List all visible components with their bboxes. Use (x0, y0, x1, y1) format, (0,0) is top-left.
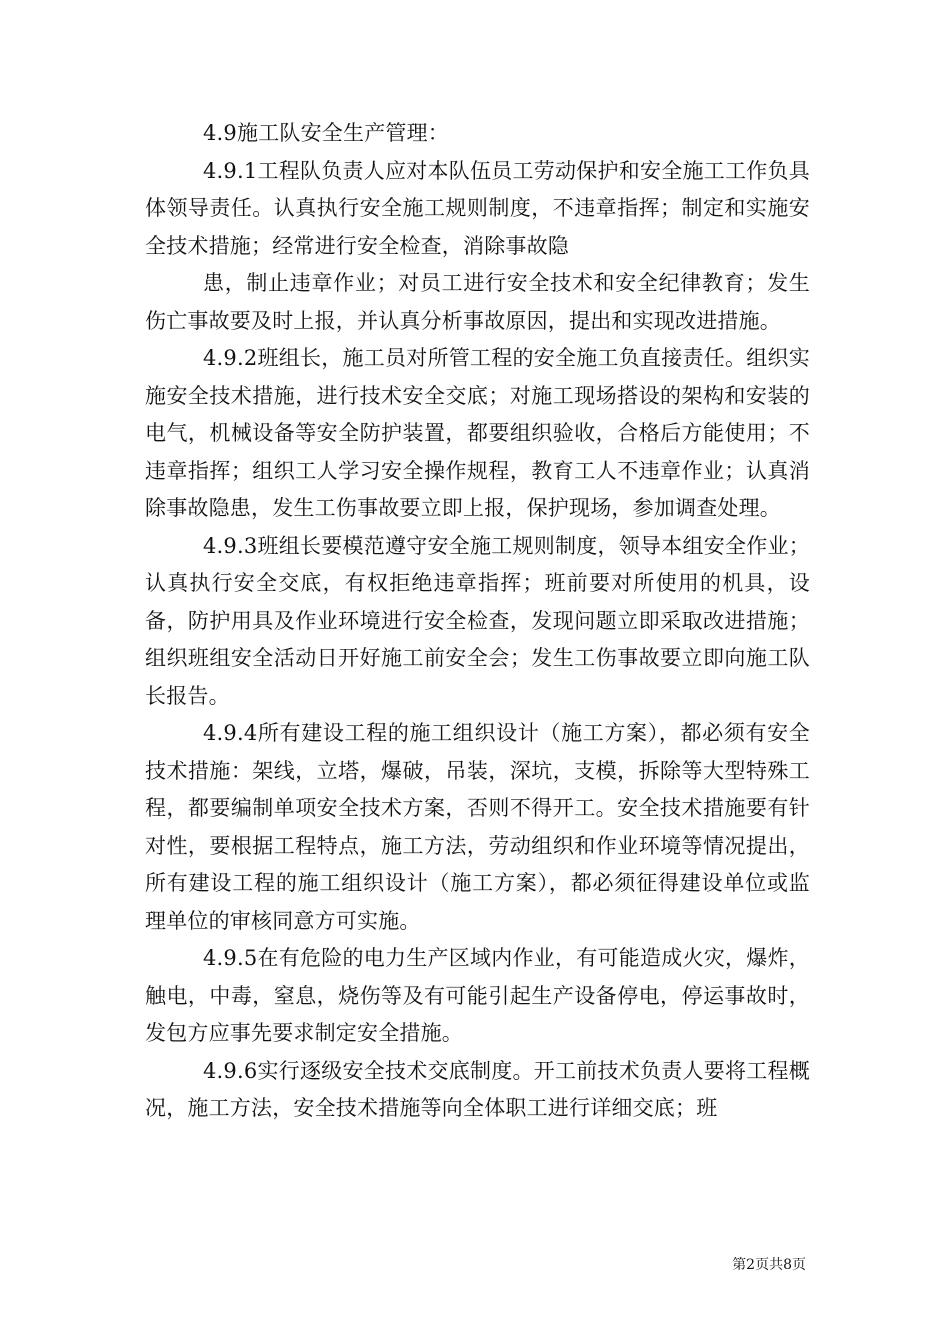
document-body (145, 115, 810, 1128)
paragraph-4-9-2: 4.9.2班组长，施工员对所管工程的安全施工负直接责任。组织实施安全技术措施，进行技术安全交底；对施工现场搭设的架构和安装的电气，机械设备等安全防护装置，都要组织验收，合格后方能使用；不违章指挥；组织工人学习安全操作规程，教育工人不违章作业；认真消除事故隐患，发生工伤事故要立即上报，保护现场，参加调查处理。 (145, 346, 810, 520)
paragraph-4-9-5: 4.9.5在有危险的电力生产区域内作业，有可能造成火灾，爆炸，触电，中毒，窒息，烧伤等及有可能引起生产设备停电，停运事故时，发包方应事先要求制定安全措施。 (145, 946, 810, 1045)
paragraph-4-9-3: 4.9.3班组长要模范遵守安全施工规则制度，领导本组安全作业；认真执行安全交底，有权拒绝违章指挥；班前要对所使用的机具，设备，防护用具及作业环境进行安全检查，发现问题立即采取改进措施；组织班组安全活动日开好施工前安全会；发生工伤事故要立即向施工队长报告。 (145, 533, 810, 708)
paragraph-4-9-4: 4.9.4所有建设工程的施工组织设计（施工方案），都必须有安全技术措施：架线，立塔，爆破，吊装，深坑，支模，拆除等大型特殊工程，都要编制单项安全技术方案，否则不得开工。安全技术措施要有针对性，要根据工程特点，施工方法，劳动组织和作业环境等情况提出，所有建设工程的施工组织设计（施工方案），都必须征得建设单位或监理单位的审核同意方可实施。 (145, 721, 810, 933)
paragraph-4-9-1-continued: 患，制止违章作业；对员工进行安全技术和安全纪律教育；发生伤亡事故要及时上报，并认真分析事故原因，提出和实现改进措施。 (145, 271, 810, 333)
paragraph-4-9-6: 4.9.6实行逐级安全技术交底制度。开工前技术负责人要将工程概况，施工方法，安全技术措施等向全体职工进行详细交底；班 (145, 1058, 810, 1120)
page-number-footer: 第2页共8页 (732, 1257, 806, 1273)
section-heading: 4.9施工队安全生产管理： (203, 121, 449, 145)
paragraph-4-9-1: 4.9.1工程队负责人应对本队伍员工劳动保护和安全施工工作负具体领导责任。认真执行安全施工规则制度，不违章指挥；制定和实施安全技术措施；经常进行安全检查，消除事故隐 (145, 158, 810, 258)
